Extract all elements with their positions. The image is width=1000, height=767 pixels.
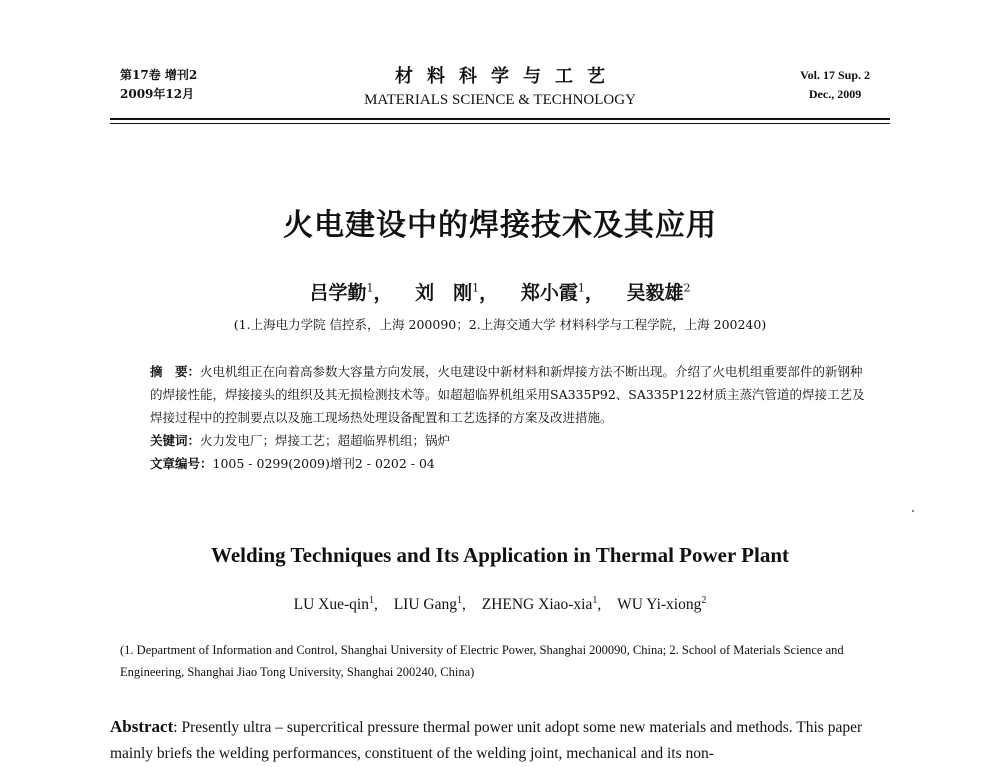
abstract-text-cn: 火电机组正在向着高参数大容量方向发展，火电建设中新材料和新焊接方法不断出现。介绍了火电机组重要部件的新钢种的焊接性能，焊接接头的组织及其无损检测技术等。如超超临界机组采用SA335P92、SA335P122材质主蒸汽管道的焊接工艺及焊接过程中的控制要点以及施工现场热处理设备配置和工艺选择的方案及改进措施。 [150,364,865,425]
abstract-en [110,714,890,767]
author-en: WU Yi-xiong$^2$ [617,595,707,614]
abstract-text-en: Presently ultra – supercritical pressure thermal power unit adopt some new materials and methods. This paper mainly briefs the welding performances, constituent of the welding joint, mechanical and its non- [110,719,863,762]
author-en: ZHENG Xiao-xia$^1$, [481,595,602,614]
author-list-cn [0,278,1000,305]
paper-title-en: Welding Techniques and Its Application in Thermal Power Plant [210,543,789,567]
header-rule-thin [110,123,890,124]
author-en: LIU Gang$^1$, [393,595,466,614]
abstract-label-cn: 摘 要： [150,364,201,379]
header-right [800,66,870,104]
article-number-label: 文章编号： [150,456,213,471]
journal-name-en: MATERIALS SCIENCE & TECHNOLOGY [364,92,636,108]
author-en: LU Xue-qin$^1$, [293,595,378,614]
abstract-colon-en: : [173,719,178,736]
author-cn: 郑小霞$^1$， [520,281,604,304]
abstract-cn [150,360,865,429]
article-number-text: 1005 - 0299(2009)增刊2 - 0202 - 04 [212,456,435,471]
journal-header [300,62,700,109]
volume-issue-en: Vol. 17 Sup. 2 [800,68,870,82]
paper-title-cn: 火电建设中的焊接技术及其应用 [283,208,717,243]
header-left [120,66,197,104]
date-cn: 2009年12月 [120,87,195,101]
abstract-block-cn [150,360,865,475]
scan-speck [912,510,914,512]
affiliation-en: (1. Department of Information and Control, Shanghai University of Electric Power, Shanghai 200090, China; 2. School of Materials Science and Engineering, Shanghai Jiao Tong University, Shanghai 200240, China) [120,643,844,679]
author-list-en [0,595,1000,614]
keywords-text-cn: 火力发电厂；焊接工艺；超超临界机组；锅炉 [200,433,451,448]
author-cn: 刘 刚$^1$， [415,281,499,304]
date-en: Dec., 2009 [808,87,862,101]
abstract-label-en: Abstract [110,717,174,736]
author-cn: 吴毅雄$^2$ [626,281,691,304]
keywords-label-cn: 关键词： [150,433,201,448]
author-cn: 吕学勤$^1$， [309,281,393,304]
article-number [150,452,865,475]
keywords-cn [150,429,865,452]
journal-name-cn: 材料科学与工艺 [395,66,619,87]
volume-issue-cn: 第17卷 增刊2 [120,68,198,82]
header-rule-thick [110,118,890,120]
affiliation-cn: (1.上海电力学院 信控系，上海 200090；2.上海交通大学 材料科学与工程学院，上海 200240) [233,317,767,332]
